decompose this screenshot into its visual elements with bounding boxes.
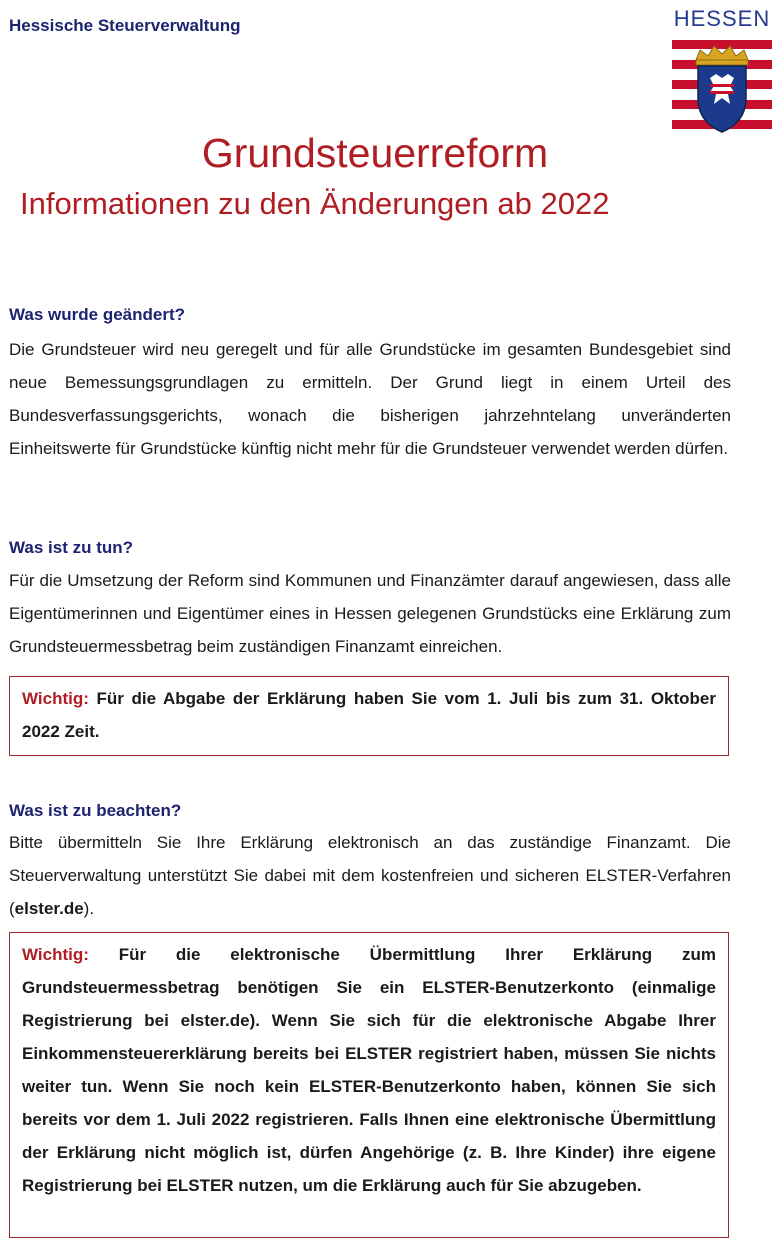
note-label: Wichtig: — [22, 689, 89, 708]
section-heading-changes: Was wurde geändert? — [9, 305, 186, 324]
section-text-changes: Die Grundsteuer wird neu geregelt und für alle Grundstücke im gesamten Bundesgebiet sind neue Bemessungsgrundlagen zu ermitteln. Der Grund liegt in einem Urteil des Bundesverfassungsgerichts, wonach die bisherigen jahrzehntelang unveränderten Einheitswerte für Grundstücke künftig nicht mehr für die Grundsteuer verwendet werden dürfen. — [9, 340, 731, 458]
note-label: Wichtig: — [22, 945, 89, 964]
note-text: Für die Abgabe der Erklärung haben Sie vom 1. Juli bis zum 31. Oktober 2022 Zeit. — [22, 689, 716, 741]
page-subtitle: Informationen zu den Änderungen ab 2022 — [20, 186, 610, 221]
notice-text-end: ). — [83, 899, 95, 918]
section-heading-notice: Was ist zu beachten? — [9, 801, 182, 820]
note-text: Für die elektronische Übermittlung Ihrer Erklärung zum Grundsteuermessbetrag benötigen Sie ein ELSTER-Benutzerkonto (einmalige Registrierung bei elster.de). Wenn Sie sich für die elektronische Abgabe Ihrer Einkommensteuererklärung bereits bei ELSTER registriert haben, müssen Sie nichts weiter tun. Wenn Sie noch kein ELSTER-Benutzerkonto haben, können Sie sich bereits vor dem 1. Juli 2022 registrieren. Falls Ihnen eine elektronische Übermittlung der Erklärung nicht möglich ist, dürfen Angehörige (z. B. Ihre Kinder) ihre eigene Registrierung bei ELSTER nutzen, um die Erklärung auch für Sie abzugeben. — [22, 945, 716, 1195]
important-note-deadline — [9, 676, 729, 756]
logo-text: HESSEN — [673, 6, 771, 31]
elster-link[interactable]: elster.de — [14, 899, 84, 918]
notice-text-start: Bitte übermitteln Sie Ihre Erklärung elektronisch an das zuständige Finanzamt. Die Steuerverwaltung unterstützt Sie dabei mit dem kostenfreien und sicheren ELSTER-Verfahren ( — [9, 833, 731, 918]
important-note-elster — [9, 932, 729, 1238]
organization-name: Hessische Steuerverwaltung — [9, 16, 241, 35]
hessen-coat-of-arms-icon — [672, 38, 772, 138]
section-text-notice — [9, 826, 731, 925]
section-text-todo: Für die Umsetzung der Reform sind Kommunen und Finanzämter darauf angewiesen, dass alle Eigentümerinnen und Eigentümer eines in Hessen gelegenen Grundstücks eine Erklärung zum Grundsteuermessbetrag beim zuständigen Finanzamt einreichen. — [9, 571, 731, 656]
hessen-logo — [672, 6, 772, 138]
page-title: Grundsteuerreform — [201, 130, 549, 176]
section-heading-todo: Was ist zu tun? — [9, 538, 134, 557]
